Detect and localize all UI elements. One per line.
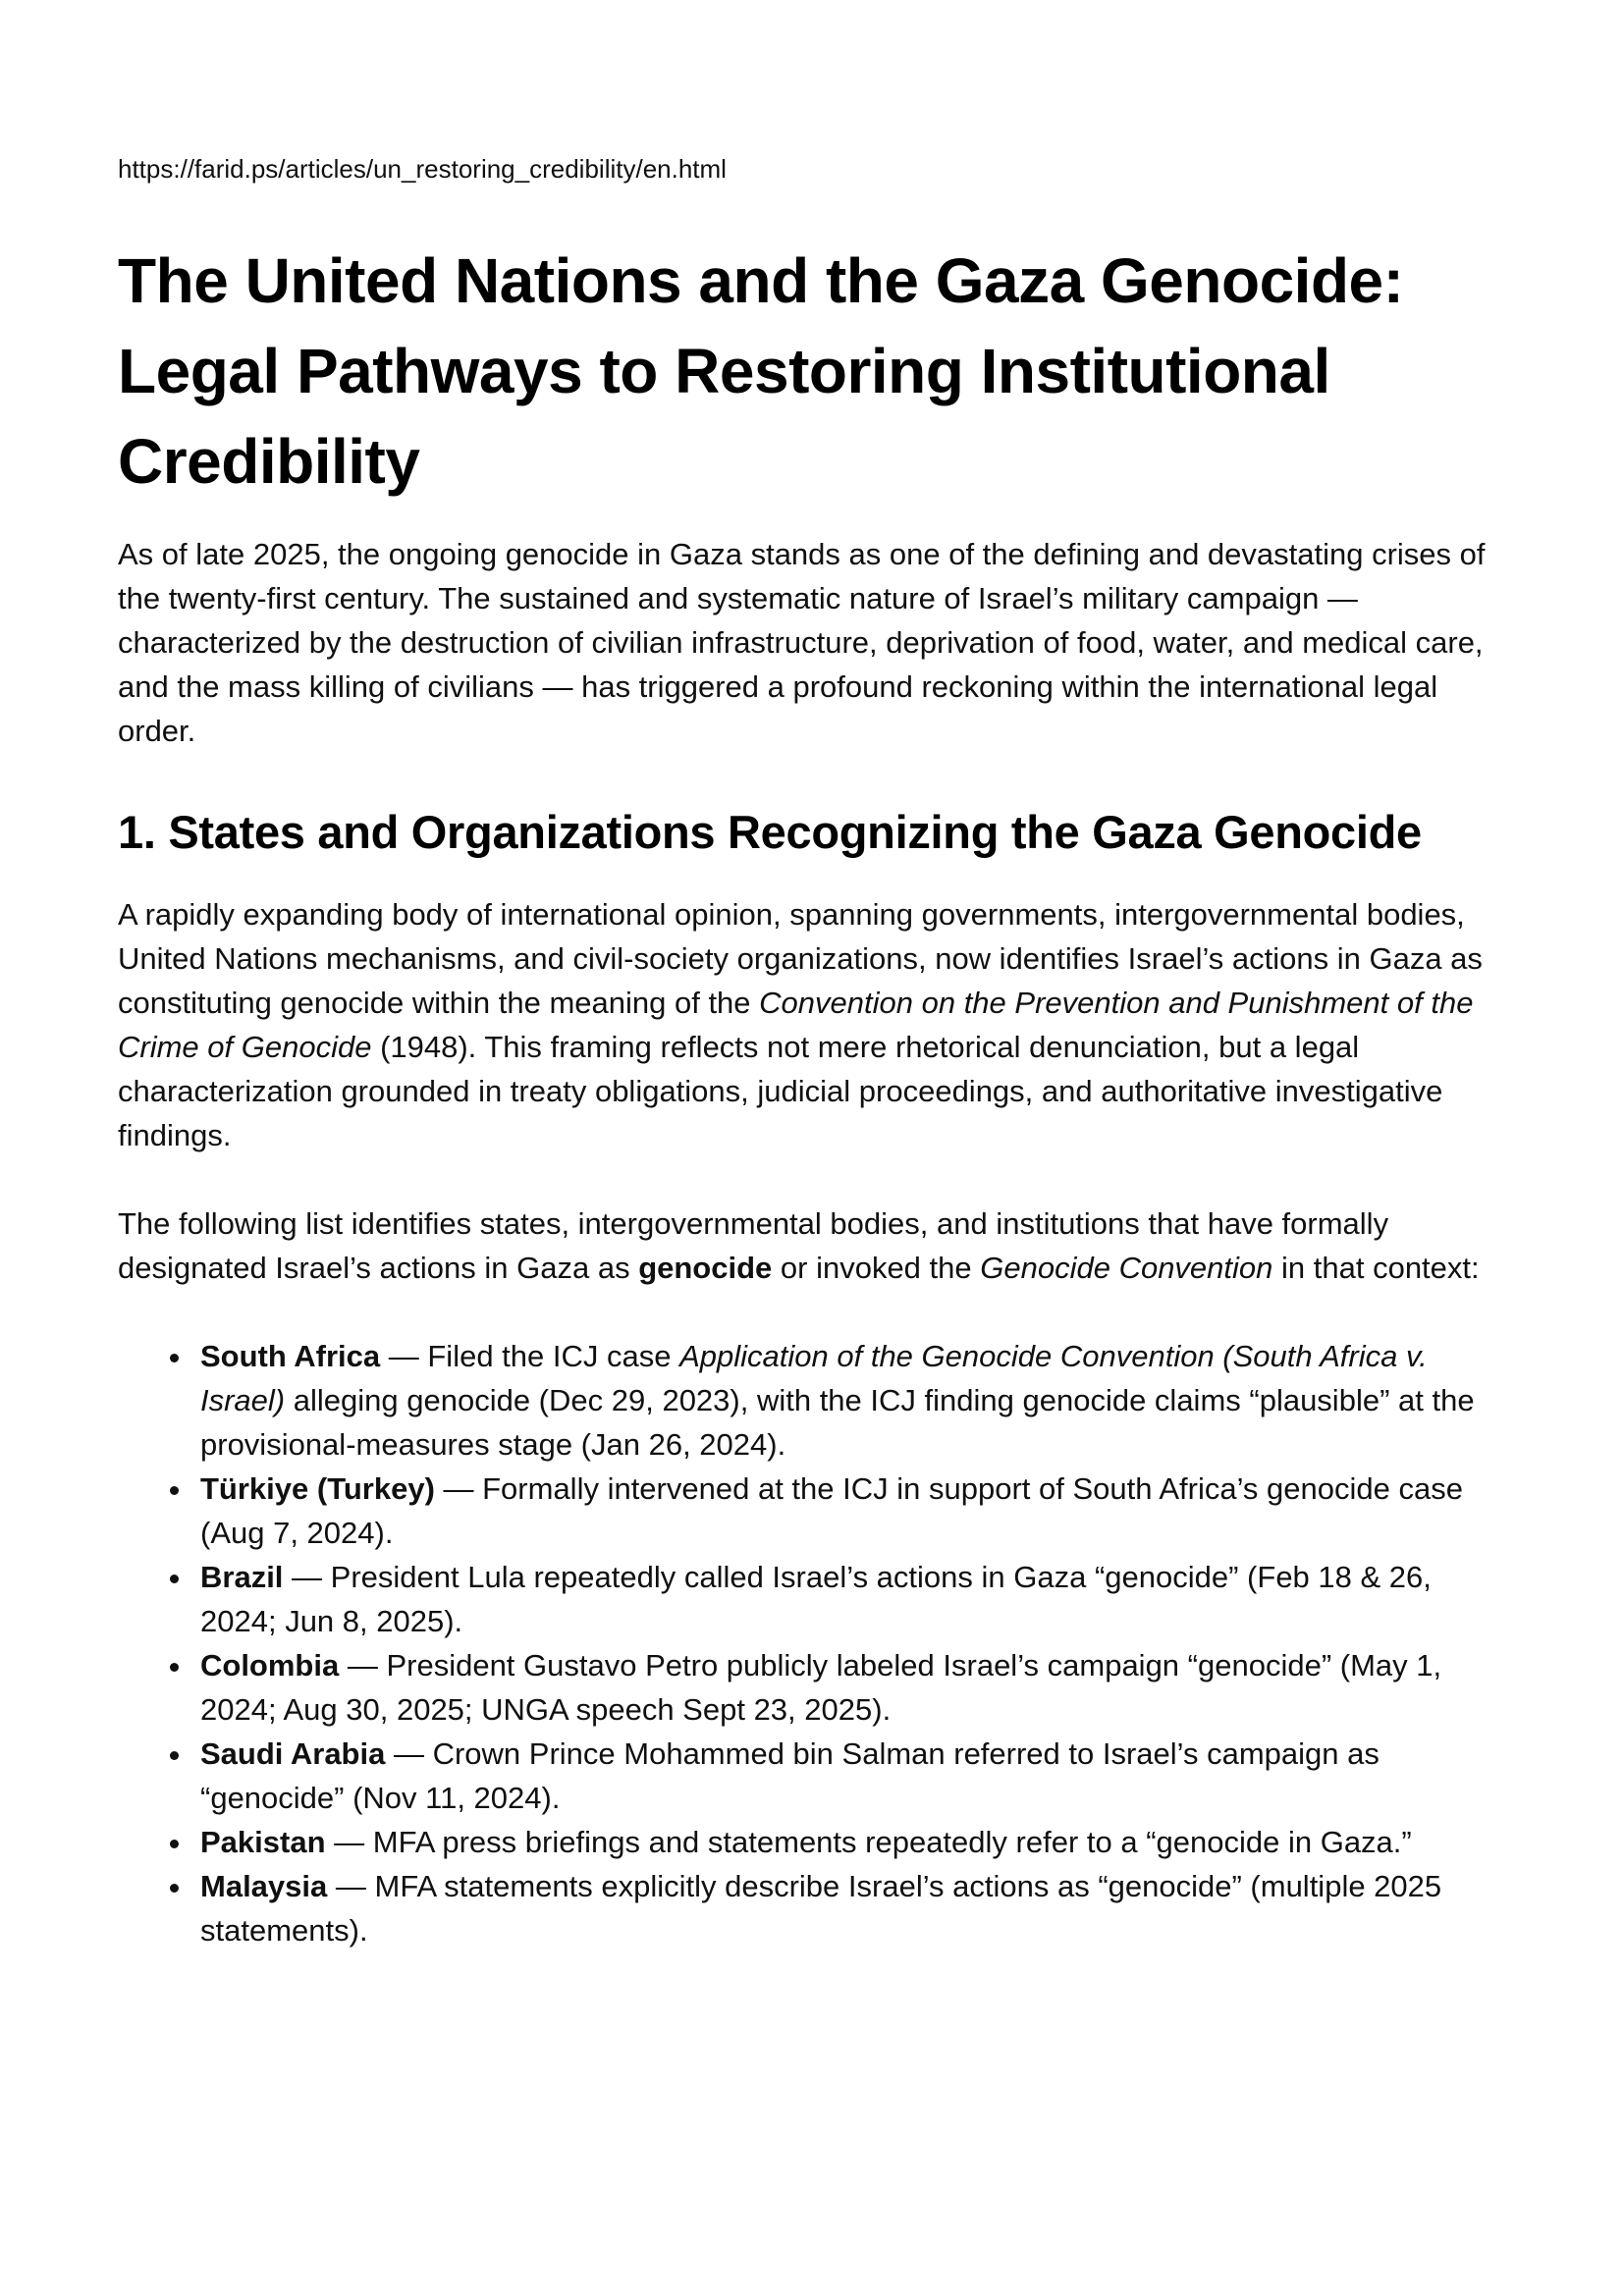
intro-paragraph [118, 532, 1512, 753]
text-run: or invoked the [772, 1251, 981, 1286]
list-item [194, 1467, 1512, 1555]
text-run: Brazil [200, 1560, 284, 1595]
list-item [194, 1864, 1512, 1952]
text-run: Convention on the Prevention and Punishment of the Crime of Genocide [118, 986, 1474, 1065]
text-run: Türkiye (Turkey) [200, 1471, 435, 1507]
list-item [194, 1820, 1512, 1864]
list-item [194, 1732, 1512, 1820]
text-run: (1948). This framing reflects not mere rhetorical denunciation, but a legal characterization grounded in treaty obligations, judicial proceedings, and authoritative investigative findings. [118, 1030, 1443, 1153]
article-title: The United Nations and the Gaza Genocide: Legal Pathways to Restoring Institutional Credibility [118, 244, 1404, 498]
text-run: — President Lula repeatedly called Israel’s actions in Gaza “genocide” (Feb 18 & 26, 2024; Jun 8, 2025). [200, 1560, 1432, 1639]
text-run: — Formally intervened at the ICJ in support of South Africa’s genocide case (Aug 7, 2024). [200, 1471, 1463, 1551]
section-1-heading: 1. States and Organizations Recognizing the Gaza Genocide [118, 806, 1422, 859]
text-run: A rapidly expanding body of international opinion, spanning governments, intergovernmental bodies, United Nations mechanisms, and civil-society organizations, now identifies Israel’s actions in Gaza as constituting genocide within the meaning of the [118, 897, 1483, 1021]
text-run: South Africa [200, 1339, 381, 1374]
text-run: — President Gustavo Petro publicly labeled Israel’s campaign “genocide” (May 1, 2024; Aug 30, 2025; UNGA speech Sept 23, 2025). [200, 1648, 1442, 1728]
section-1-paragraph-2 [118, 1201, 1512, 1290]
list-item [194, 1643, 1512, 1732]
text-run: in that context: [1272, 1251, 1480, 1286]
text-run: alleging genocide (Dec 29, 2023), with the ICJ finding genocide claims “plausible” at the provisional-measures stage (Jan 26, 2024). [200, 1383, 1475, 1463]
source-url: https://farid.ps/articles/un_restoring_credibility/en.html [118, 154, 727, 184]
text-run: — Crown Prince Mohammed bin Salman referred to Israel’s campaign as “genocide” (Nov 11, 2024). [200, 1736, 1380, 1816]
text-run: Genocide Convention [980, 1251, 1273, 1286]
text-run: — Filed the ICJ case [380, 1339, 680, 1374]
text-run: As of late 2025, the ongoing genocide in Gaza stands as one of the defining and devastating crises of the twenty-first century. The sustained and systematic nature of Israel’s military campaign — characterized by the destruction of civilian infrastructure, deprivation of food, water, and medical care, and the mass killing of civilians — has triggered a profound reckoning within the international legal order. [118, 537, 1486, 749]
list-item [194, 1555, 1512, 1643]
text-run: The following list identifies states, intergovernmental bodies, and institutions that have formally designated Israel’s actions in Gaza as [118, 1206, 1389, 1286]
text-run: — MFA statements explicitly describe Israel’s actions as “genocide” (multiple 2025 statements). [200, 1869, 1442, 1949]
text-run: Colombia [200, 1648, 340, 1683]
text-run: Saudi Arabia [200, 1736, 386, 1772]
recognition-list [118, 1334, 1512, 1952]
text-run: — MFA press briefings and statements repeatedly refer to a “genocide in Gaza.” [325, 1825, 1412, 1860]
text-run: Application of the Genocide Convention (South Africa v. Israel) [200, 1339, 1428, 1418]
article-page [118, 0, 1512, 2134]
text-run: Pakistan [200, 1825, 326, 1860]
list-item [194, 1334, 1512, 1467]
text-run: genocide [638, 1251, 773, 1286]
text-run: Malaysia [200, 1869, 328, 1904]
section-1-paragraph-1 [118, 892, 1512, 1157]
